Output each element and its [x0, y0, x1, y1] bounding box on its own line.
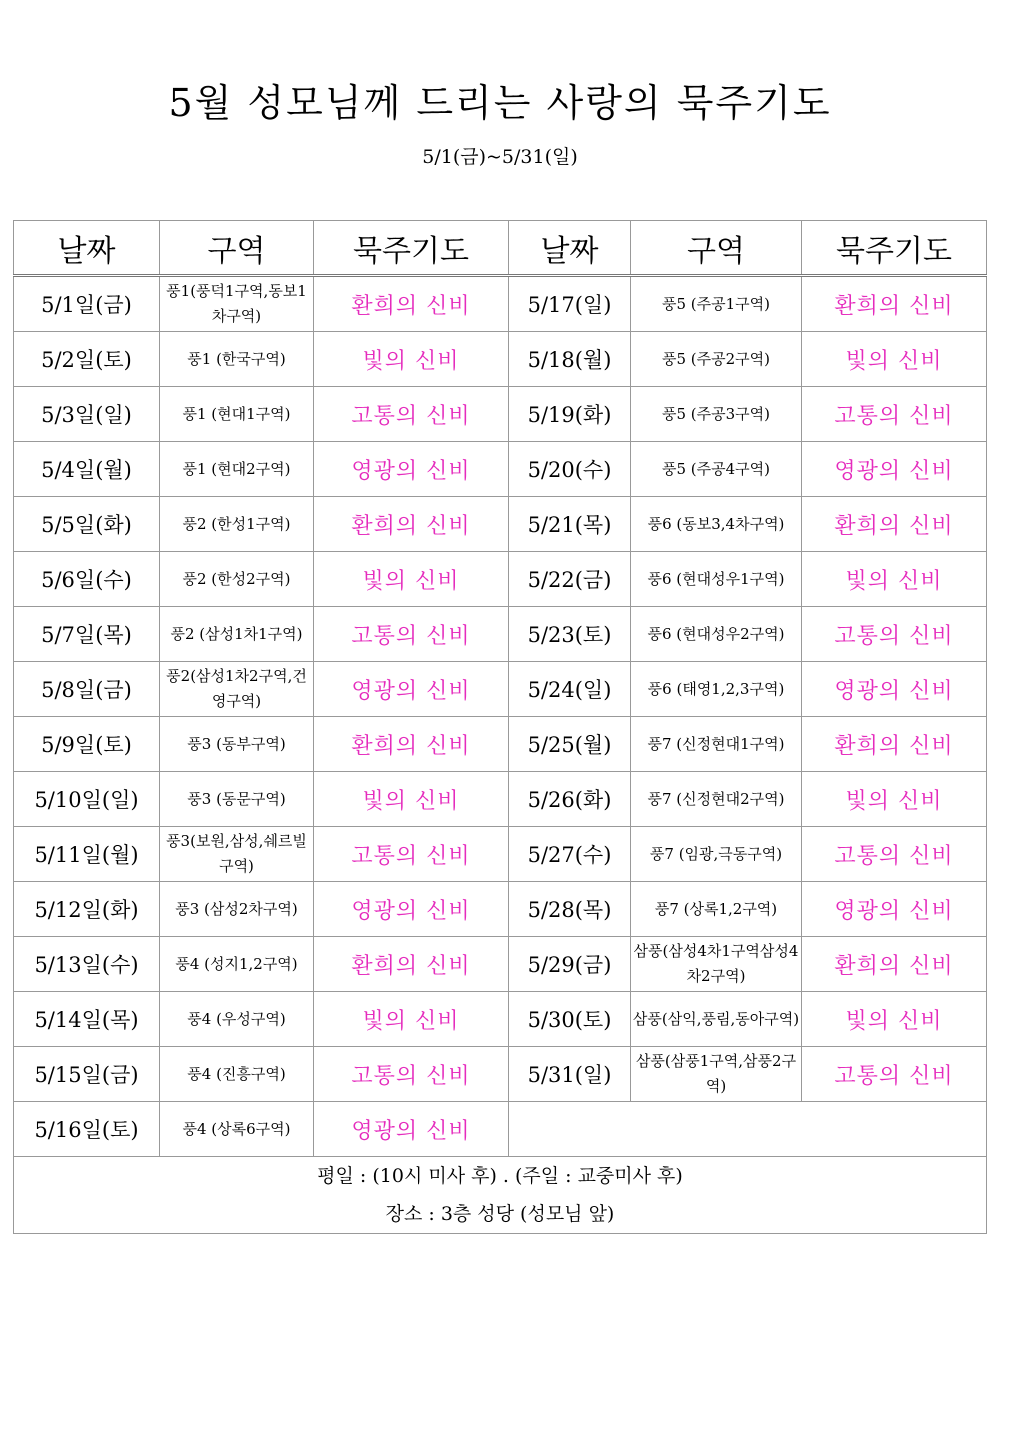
date-cell: 5/19(화)	[509, 387, 631, 442]
mystery-cell: 고통의 신비	[314, 387, 509, 442]
header-date: 날짜	[509, 221, 631, 276]
header-rosary: 묵주기도	[314, 221, 509, 276]
table-row	[14, 827, 987, 882]
table-row	[14, 717, 987, 772]
area-cell: 풍3 (동부구역)	[160, 717, 314, 772]
date-cell: 5/24(일)	[509, 662, 631, 717]
table-row	[14, 772, 987, 827]
date-cell: 5/30(토)	[509, 992, 631, 1047]
header-date: 날짜	[14, 221, 160, 276]
date-range: 5/1(금)~5/31(일)	[422, 146, 578, 168]
area-cell: 풍5 (주공4구역)	[631, 442, 802, 497]
area-cell: 삼풍(삼익,풍림,동아구역)	[631, 992, 802, 1047]
table-row	[14, 442, 987, 497]
area-cell: 풍6 (현대성우2구역)	[631, 607, 802, 662]
table-row	[14, 992, 987, 1047]
area-cell: 풍2 (한성1구역)	[160, 497, 314, 552]
mystery-cell: 영광의 신비	[314, 882, 509, 937]
mystery-cell: 고통의 신비	[802, 1047, 987, 1102]
area-cell: 풍6 (태영1,2,3구역)	[631, 662, 802, 717]
mystery-cell: 환희의 신비	[314, 937, 509, 992]
mystery-cell: 영광의 신비	[314, 442, 509, 497]
area-cell: 삼풍(삼풍1구역,삼풍2구역)	[631, 1047, 802, 1102]
area-cell: 풍7 (신정현대1구역)	[631, 717, 802, 772]
area-cell: 풍2 (삼성1차1구역)	[160, 607, 314, 662]
date-cell: 5/28(목)	[509, 882, 631, 937]
table-row	[14, 552, 987, 607]
schedule-time-note: 평일 : (10시 미사 후) . (주일 : 교중미사 후)	[317, 1165, 683, 1187]
date-cell: 5/18(월)	[509, 332, 631, 387]
area-cell: 풍7 (신정현대2구역)	[631, 772, 802, 827]
mystery-cell: 환희의 신비	[802, 717, 987, 772]
area-cell: 풍4 (우성구역)	[160, 992, 314, 1047]
mystery-cell: 환희의 신비	[802, 276, 987, 332]
date-cell: 5/15일(금)	[14, 1047, 160, 1102]
date-cell: 5/13일(수)	[14, 937, 160, 992]
header-row	[14, 221, 987, 276]
table-row	[14, 387, 987, 442]
table-row	[14, 1047, 987, 1102]
mystery-cell: 환희의 신비	[314, 497, 509, 552]
area-cell: 풍4 (상록6구역)	[160, 1102, 314, 1157]
area-cell: 풍1 (한국구역)	[160, 332, 314, 387]
area-cell: 풍4 (성지1,2구역)	[160, 937, 314, 992]
date-cell: 5/11일(월)	[14, 827, 160, 882]
mystery-cell: 빛의 신비	[314, 772, 509, 827]
mystery-cell: 빛의 신비	[802, 992, 987, 1047]
date-cell: 5/20(수)	[509, 442, 631, 497]
mystery-cell: 빛의 신비	[802, 772, 987, 827]
mystery-cell: 환희의 신비	[314, 717, 509, 772]
mystery-cell: 고통의 신비	[802, 827, 987, 882]
header-rosary: 묵주기도	[802, 221, 987, 276]
mystery-cell: 영광의 신비	[314, 662, 509, 717]
notes-row	[14, 1157, 987, 1234]
mystery-cell: 고통의 신비	[314, 1047, 509, 1102]
date-cell: 5/31(일)	[509, 1047, 631, 1102]
date-cell: 5/14일(목)	[14, 992, 160, 1047]
area-cell: 풍7 (상록1,2구역)	[631, 882, 802, 937]
date-cell: 5/4일(월)	[14, 442, 160, 497]
table-row	[14, 276, 987, 332]
date-cell: 5/16일(토)	[14, 1102, 160, 1157]
date-cell: 5/17(일)	[509, 276, 631, 332]
table-row	[14, 1102, 987, 1157]
area-cell: 풍1 (현대1구역)	[160, 387, 314, 442]
date-cell: 5/6일(수)	[14, 552, 160, 607]
date-cell: 5/21(목)	[509, 497, 631, 552]
header-area: 구역	[631, 221, 802, 276]
date-cell: 5/3일(일)	[14, 387, 160, 442]
table-row	[14, 662, 987, 717]
table-row	[14, 882, 987, 937]
area-cell: 풍5 (주공1구역)	[631, 276, 802, 332]
date-cell: 5/5일(화)	[14, 497, 160, 552]
mystery-cell: 영광의 신비	[314, 1102, 509, 1157]
table-row	[14, 937, 987, 992]
area-cell: 풍2(삼성1차2구역,건영구역)	[160, 662, 314, 717]
date-cell: 5/8일(금)	[14, 662, 160, 717]
area-cell: 풍3 (삼성2차구역)	[160, 882, 314, 937]
rosary-schedule-table	[13, 220, 987, 1234]
area-cell: 삼풍(삼성4차1구역삼성4차2구역)	[631, 937, 802, 992]
area-cell: 풍6 (현대성우1구역)	[631, 552, 802, 607]
area-cell: 풍3(보원,삼성,쉐르빌구역)	[160, 827, 314, 882]
area-cell: 풍1 (현대2구역)	[160, 442, 314, 497]
mystery-cell: 빛의 신비	[314, 332, 509, 387]
empty-cell	[509, 1102, 987, 1157]
date-cell: 5/1일(금)	[14, 276, 160, 332]
mystery-cell: 고통의 신비	[314, 607, 509, 662]
location-note: 장소 : 3층 성당 (성모님 앞)	[385, 1203, 615, 1225]
area-cell: 풍6 (동보3,4차구역)	[631, 497, 802, 552]
mystery-cell: 영광의 신비	[802, 662, 987, 717]
date-cell: 5/9일(토)	[14, 717, 160, 772]
area-cell: 풍1(풍덕1구역,동보1차구역)	[160, 276, 314, 332]
area-cell: 풍4 (진흥구역)	[160, 1047, 314, 1102]
area-cell: 풍7 (임광,극동구역)	[631, 827, 802, 882]
area-cell: 풍3 (동문구역)	[160, 772, 314, 827]
date-cell: 5/22(금)	[509, 552, 631, 607]
date-cell: 5/10일(일)	[14, 772, 160, 827]
mystery-cell: 고통의 신비	[802, 387, 987, 442]
date-cell: 5/26(화)	[509, 772, 631, 827]
mystery-cell: 환희의 신비	[314, 276, 509, 332]
mystery-cell: 고통의 신비	[802, 607, 987, 662]
area-cell: 풍5 (주공2구역)	[631, 332, 802, 387]
notes-cell	[14, 1157, 987, 1234]
header-area: 구역	[160, 221, 314, 276]
mystery-cell: 빛의 신비	[314, 552, 509, 607]
table-row	[14, 497, 987, 552]
date-cell: 5/7일(목)	[14, 607, 160, 662]
area-cell: 풍2 (한성2구역)	[160, 552, 314, 607]
page-title: 5월 성모님께 드리는 사랑의 묵주기도	[168, 81, 832, 125]
mystery-cell: 빛의 신비	[802, 332, 987, 387]
mystery-cell: 빛의 신비	[802, 552, 987, 607]
date-cell: 5/29(금)	[509, 937, 631, 992]
date-cell: 5/25(월)	[509, 717, 631, 772]
mystery-cell: 환희의 신비	[802, 937, 987, 992]
mystery-cell: 빛의 신비	[314, 992, 509, 1047]
date-cell: 5/2일(토)	[14, 332, 160, 387]
mystery-cell: 고통의 신비	[314, 827, 509, 882]
mystery-cell: 영광의 신비	[802, 882, 987, 937]
date-cell: 5/12일(화)	[14, 882, 160, 937]
mystery-cell: 환희의 신비	[802, 497, 987, 552]
table-row	[14, 332, 987, 387]
mystery-cell: 영광의 신비	[802, 442, 987, 497]
date-cell: 5/23(토)	[509, 607, 631, 662]
table-row	[14, 607, 987, 662]
date-cell: 5/27(수)	[509, 827, 631, 882]
area-cell: 풍5 (주공3구역)	[631, 387, 802, 442]
